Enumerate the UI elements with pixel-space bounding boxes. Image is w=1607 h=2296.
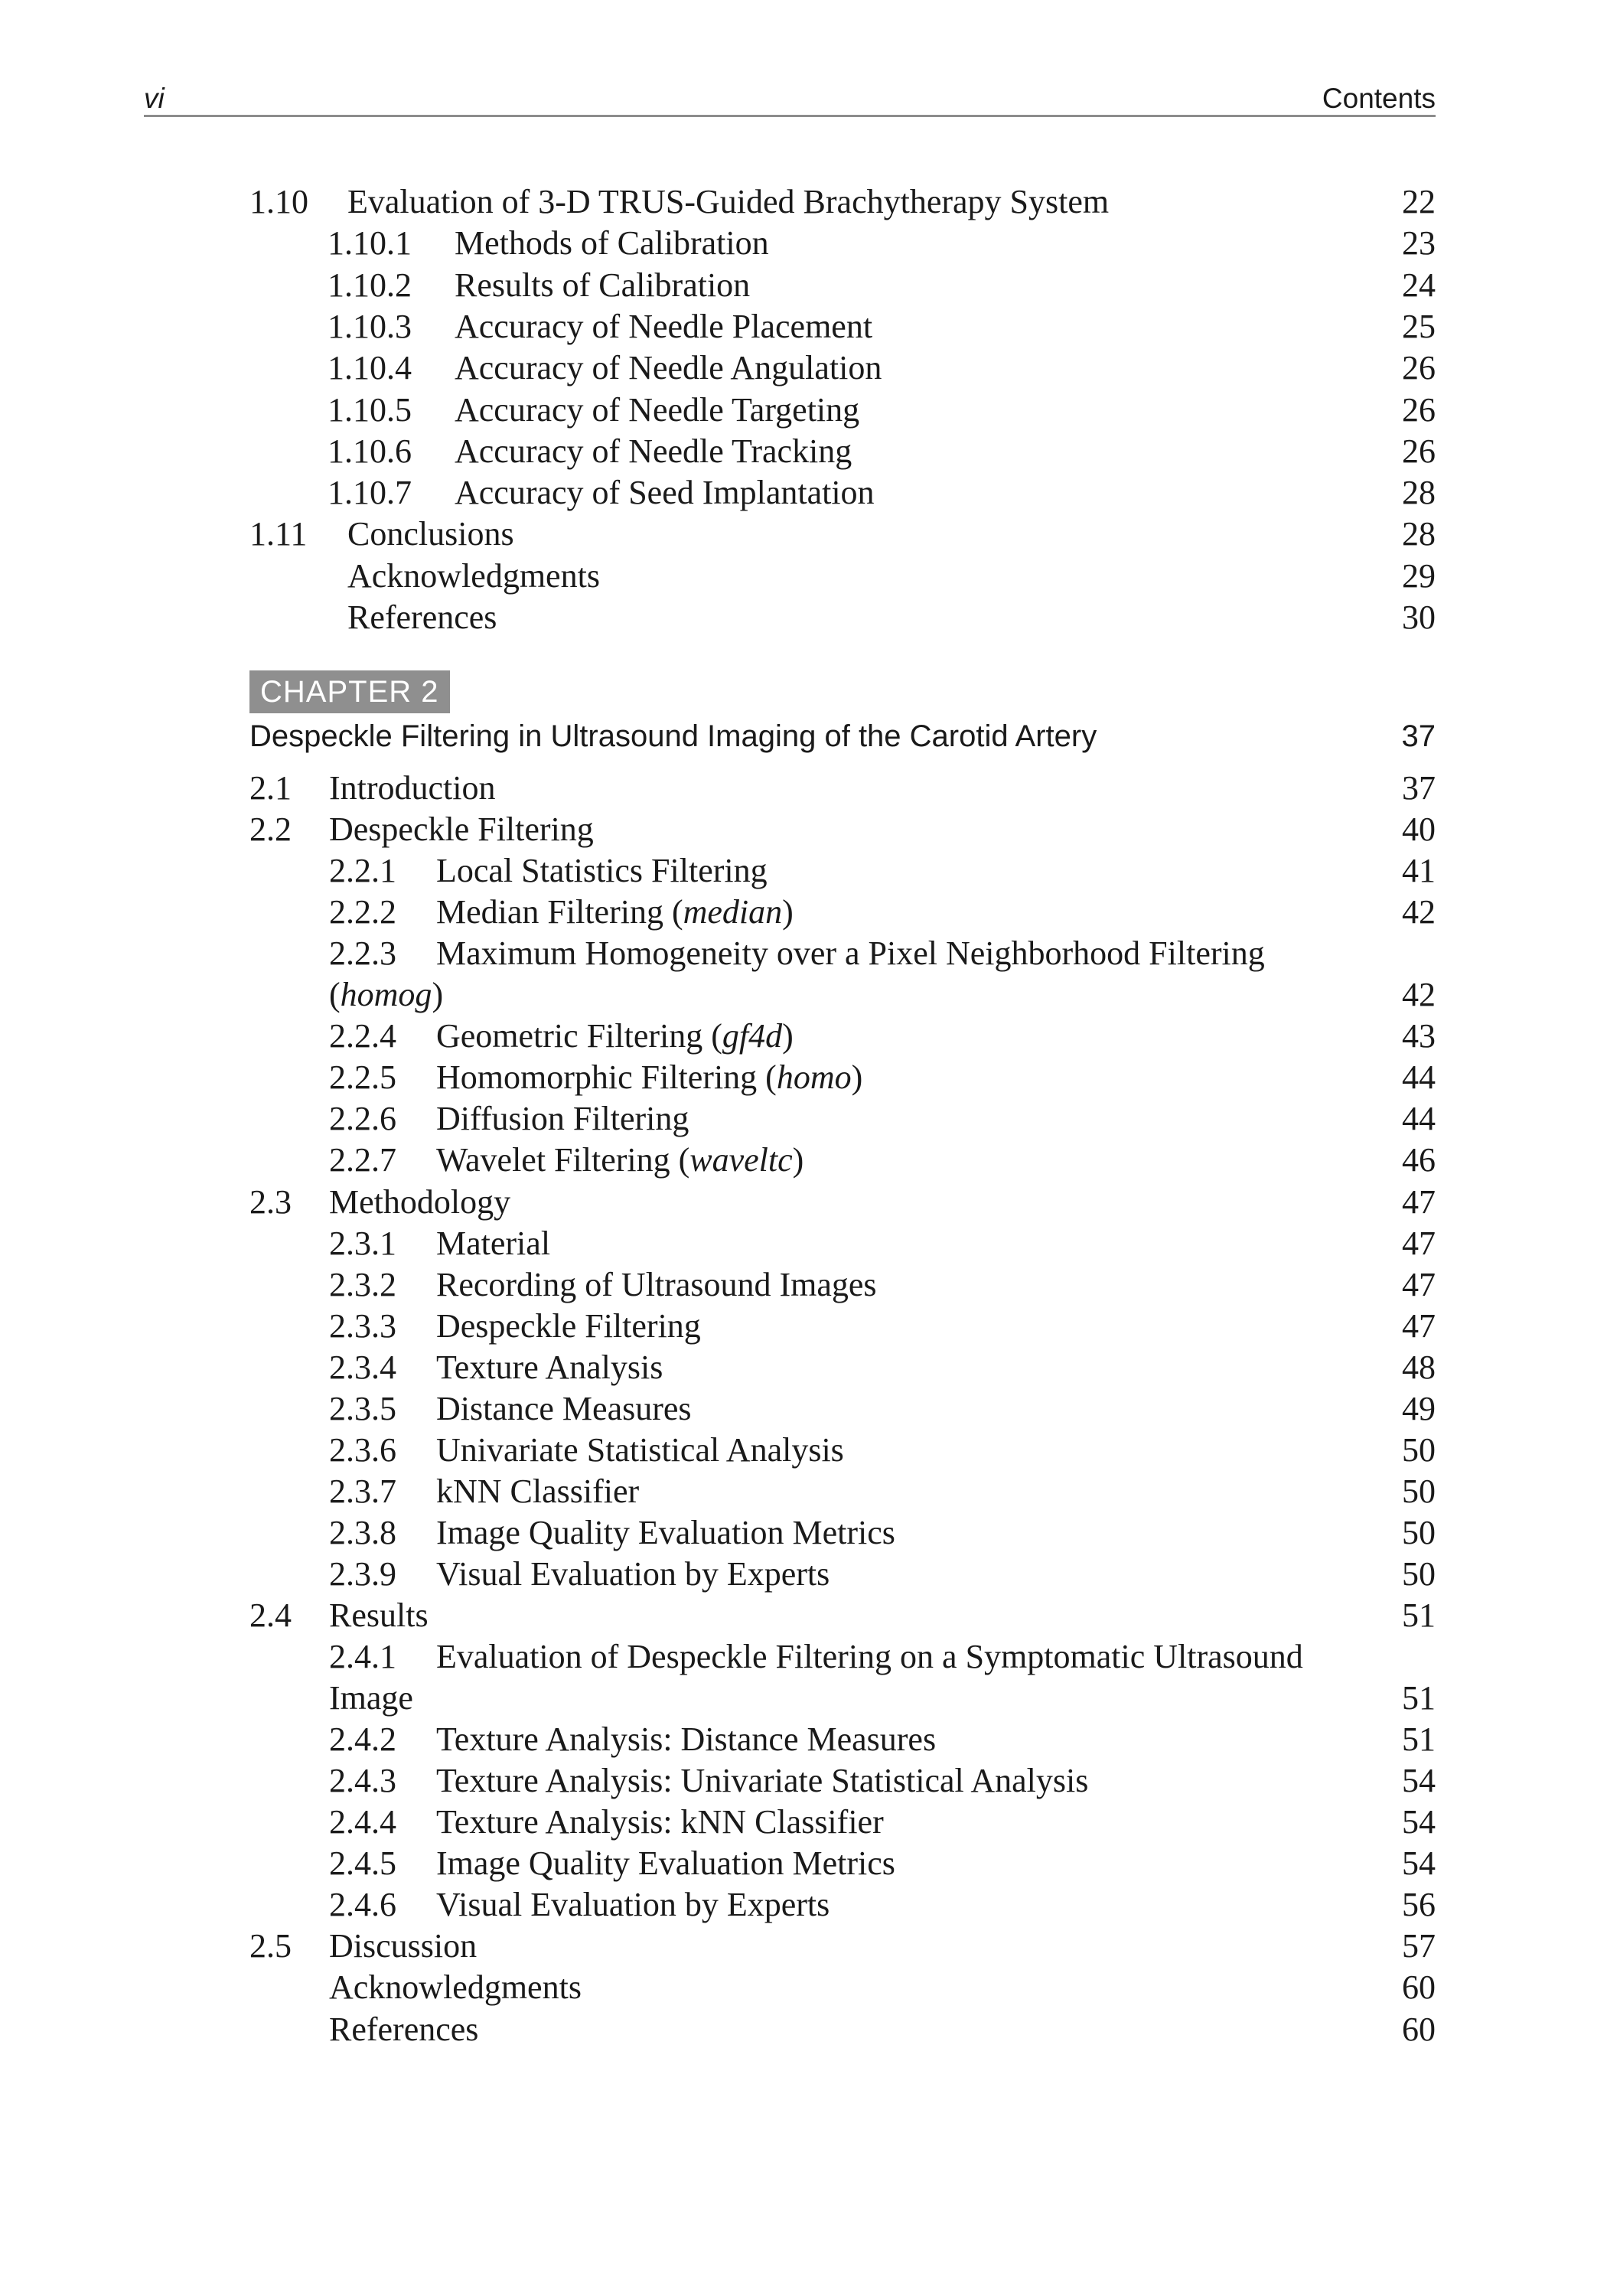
- toc-entry-title: [436, 1264, 877, 1306]
- toc-entry: [249, 1471, 1436, 1512]
- toc-entry-title-text: Material: [436, 1224, 551, 1262]
- toc-entry: [249, 974, 1436, 1016]
- toc-entry: [249, 1306, 1436, 1347]
- toc-entry-title: [436, 933, 1265, 974]
- toc-entry-title: [436, 1719, 936, 1760]
- toc-entry-title: [455, 347, 882, 389]
- toc-entry-number: 2.1: [249, 769, 292, 807]
- toc-entry-title: [455, 265, 750, 306]
- toc-entry-title-text: Discussion: [329, 1927, 478, 1965]
- toc-entry: [249, 1388, 1436, 1430]
- toc-entry-page-number: 50: [1402, 1554, 1436, 1593]
- toc-entry-page-number: 46: [1402, 1141, 1436, 1179]
- toc-entry-number: 2.3.3: [329, 1306, 396, 1345]
- toc-entry-number: 2.3.6: [329, 1430, 396, 1469]
- toc-entry-title-text: Introduction: [329, 769, 496, 807]
- chapter-title-row: [249, 715, 1436, 758]
- toc-entry: [249, 1554, 1436, 1595]
- toc-entry-page-number: 56: [1402, 1886, 1436, 1924]
- toc-entry-title-text: Despeckle Filtering: [329, 810, 594, 849]
- toc-entry-title-text: Geometric Filtering (: [436, 1017, 722, 1055]
- toc-entry: [249, 597, 1436, 638]
- toc-entry-title-text: (: [329, 976, 341, 1014]
- toc-entry-title: [329, 974, 443, 1016]
- toc-entry-title-text: Maximum Homogeneity over a Pixel Neighborhood Filtering: [436, 934, 1265, 973]
- toc-entry-number: 2.4.4: [329, 1803, 396, 1841]
- toc-entry-title-italic: waveltc: [689, 1141, 793, 1179]
- toc-entry-title: [347, 556, 600, 597]
- toc-entry-number: 1.10.6: [328, 432, 412, 470]
- toc-entry-title: [329, 809, 594, 850]
- toc-entry-title-italic: homo: [776, 1058, 852, 1097]
- toc-entry: [249, 1760, 1436, 1802]
- toc-entry-title: [455, 472, 875, 514]
- toc-entry-title-text: Accuracy of Needle Targeting: [455, 390, 860, 429]
- toc-entry-title-italic: gf4d: [722, 1017, 783, 1055]
- toc-entry-title-text: Univariate Statistical Analysis: [436, 1430, 844, 1469]
- toc-entry-title-italic: median: [683, 893, 783, 931]
- toc-entry-page-number: 50: [1402, 1513, 1436, 1551]
- toc-entry-title: [436, 1347, 663, 1388]
- toc-entry-number: 2.4.5: [329, 1844, 396, 1883]
- toc-entry-page-number: 47: [1402, 1306, 1436, 1345]
- toc-entry-title-text: References: [347, 598, 497, 636]
- toc-entry-title: [436, 1636, 1303, 1678]
- toc-entry-number: 1.10.3: [328, 307, 412, 345]
- toc-entry-title: [436, 1471, 639, 1512]
- toc-entry-number: 2.4.6: [329, 1886, 396, 1924]
- toc-entry-title: [347, 181, 1109, 223]
- toc-entry: [249, 556, 1436, 597]
- toc-entry-page-number: 50: [1402, 1472, 1436, 1510]
- toc-entry-title: [436, 1223, 550, 1264]
- toc-entry-title: [455, 390, 859, 431]
- toc-entry-page-number: 43: [1402, 1017, 1436, 1055]
- toc-entry-title: [455, 223, 769, 264]
- toc-entry-page-number: 23: [1402, 224, 1436, 263]
- toc-entry-number: 1.11: [249, 515, 308, 553]
- toc-entry-number: 2.2.3: [329, 934, 396, 973]
- toc-entry-title-text: Acknowledgments: [329, 1968, 582, 2007]
- toc-entry-title-suffix: ): [851, 1058, 863, 1097]
- toc-entry-number: 2.3.9: [329, 1554, 396, 1593]
- toc-entry-page-number: 26: [1402, 349, 1436, 387]
- toc-entry-title-text: kNN Classifier: [436, 1472, 640, 1510]
- toc-entry-title-text: Despeckle Filtering: [436, 1306, 701, 1345]
- toc-entry-page-number: 51: [1402, 1720, 1436, 1759]
- toc-entry-title-suffix: ): [432, 976, 444, 1014]
- toc-entry-title-text: Accuracy of Needle Placement: [455, 307, 873, 345]
- toc-entry-page-number: 22: [1402, 183, 1436, 220]
- toc-entry-title: [329, 1678, 413, 1719]
- toc-entry-page-number: 28: [1402, 515, 1436, 553]
- toc-entry-page-number: 51: [1402, 1596, 1436, 1634]
- toc-entry: [249, 2009, 1436, 2050]
- toc-entry-number: 1.10.5: [328, 390, 412, 429]
- running-title: Contents: [1322, 83, 1436, 114]
- toc-entry: [249, 1182, 1436, 1223]
- toc-entry-number: 2.2.7: [329, 1141, 396, 1179]
- toc-entry-title: [436, 1016, 794, 1057]
- toc-entry: [249, 1719, 1436, 1760]
- toc-entry-title-suffix: ): [782, 1017, 794, 1055]
- toc-entry-page-number: 40: [1402, 810, 1436, 849]
- toc-entry-title-text: Results: [329, 1596, 429, 1634]
- toc-entry-title-text: Results of Calibration: [455, 266, 751, 304]
- toc-entry-number: 2.5: [249, 1927, 292, 1965]
- toc-entry-title-text: Texture Analysis: Univariate Statistical Analysis: [436, 1762, 1089, 1800]
- toc-entry: [249, 390, 1436, 431]
- toc-entry-page-number: 29: [1402, 556, 1436, 595]
- toc-entry-page-number: 60: [1402, 1968, 1436, 2007]
- toc-entry-page-number: 25: [1402, 307, 1436, 345]
- toc-entry: [249, 1967, 1436, 2008]
- toc-entry: [249, 1884, 1436, 1926]
- toc-entry-title-text: Image: [329, 1679, 413, 1717]
- toc-entry: [249, 514, 1436, 555]
- toc-entry-title-text: Acknowledgments: [347, 556, 600, 595]
- toc-entry-number: 2.3.4: [329, 1348, 396, 1386]
- toc-entry-number: 1.10.7: [328, 474, 412, 512]
- toc-entry: [249, 850, 1436, 892]
- toc-entry-title-text: Image Quality Evaluation Metrics: [436, 1513, 895, 1551]
- toc-entry-number: 2.3.1: [329, 1224, 396, 1262]
- toc-entry-page-number: 44: [1402, 1100, 1436, 1138]
- toc-entry-number: 2.3.8: [329, 1513, 396, 1551]
- chapter-page-number: 37: [1401, 719, 1436, 753]
- toc-entry: [249, 892, 1436, 933]
- toc-entry-page-number: 30: [1402, 598, 1436, 636]
- toc-entry-title-text: Accuracy of Needle Tracking: [455, 432, 852, 470]
- toc-entry-number: 2.2.2: [329, 893, 396, 931]
- toc-entry: [249, 1595, 1436, 1636]
- toc-entry-number: 1.10.4: [328, 349, 412, 387]
- toc-entry-page-number: 49: [1402, 1389, 1436, 1427]
- toc-entry-title: [329, 1967, 582, 2008]
- toc-entry-title: [436, 1760, 1088, 1802]
- toc-entry: [249, 472, 1436, 514]
- toc-entry-title-suffix: ): [792, 1141, 804, 1179]
- toc-entry-number: 2.2.4: [329, 1017, 396, 1055]
- toc-entry-title: [329, 1595, 429, 1636]
- toc-entry: [249, 1512, 1436, 1554]
- toc-entry-title-text: Texture Analysis: kNN Classifier: [436, 1803, 884, 1841]
- toc-entry-number: 2.3.7: [329, 1472, 396, 1510]
- toc-entry-title-text: Texture Analysis: Distance Measures: [436, 1720, 937, 1759]
- toc-entry-number: 2.2.1: [329, 852, 396, 890]
- toc-entry-page-number: 47: [1402, 1224, 1436, 1262]
- toc-entry: [249, 1057, 1436, 1098]
- toc-entry: [249, 1430, 1436, 1471]
- toc-entry: [249, 1098, 1436, 1140]
- toc-entry: [249, 768, 1436, 809]
- toc-entry-number: 2.4.2: [329, 1720, 396, 1759]
- toc-entry-page-number: 54: [1402, 1803, 1436, 1841]
- toc-entry-page-number: 60: [1402, 2010, 1436, 2048]
- toc-entry-title: [347, 597, 497, 638]
- chapter-label: CHAPTER 2: [249, 670, 450, 713]
- toc-entry-page-number: 24: [1402, 266, 1436, 304]
- toc-entry-title: [436, 1306, 701, 1347]
- toc-entry-title: [329, 2009, 478, 2050]
- toc-entry: [249, 1347, 1436, 1388]
- toc-entry: [249, 1016, 1436, 1057]
- toc-entry-title: [436, 1802, 884, 1843]
- toc-entry: [249, 347, 1436, 389]
- toc-entry-page-number: 47: [1402, 1265, 1436, 1303]
- toc-entry: [249, 933, 1436, 974]
- toc-entry-number: 2.4.3: [329, 1762, 396, 1800]
- toc-entry-title: [436, 1057, 862, 1098]
- toc-entry-title-text: Evaluation of 3-D TRUS-Guided Brachytherapy System: [347, 183, 1110, 220]
- toc-entry-title-text: Recording of Ultrasound Images: [436, 1265, 877, 1303]
- toc-entry-page-number: 42: [1402, 976, 1436, 1014]
- toc-entry-page-number: 54: [1402, 1844, 1436, 1883]
- toc-entry-page-number: 51: [1402, 1679, 1436, 1717]
- toc-entry-title-text: Diffusion Filtering: [436, 1100, 689, 1138]
- toc-entry: [249, 1843, 1436, 1884]
- toc-entry-title-text: Distance Measures: [436, 1389, 692, 1427]
- toc-entry-number: 2.2.5: [329, 1058, 396, 1097]
- toc-entry-title: [329, 1926, 477, 1967]
- toc-entry-title: [455, 306, 872, 347]
- toc-entry-title-text: Accuracy of Seed Implantation: [455, 474, 875, 512]
- toc-entry-page-number: 26: [1402, 390, 1436, 429]
- toc-entry-title-suffix: ): [782, 893, 794, 931]
- toc-entry-page-number: 48: [1402, 1348, 1436, 1386]
- toc-entry-title: [436, 1388, 692, 1430]
- toc-entry-number: 2.4.1: [329, 1638, 396, 1676]
- chapter-title: Despeckle Filtering in Ultrasound Imaging of the Carotid Artery: [249, 719, 1097, 753]
- toc-entry-title-text: Wavelet Filtering (: [436, 1141, 690, 1179]
- toc-entry: [249, 1264, 1436, 1306]
- toc-entry-title: [436, 892, 794, 933]
- toc-entry-number: 1.10.1: [328, 224, 412, 263]
- toc-entry: [249, 1636, 1436, 1678]
- toc-entry-title: [436, 1884, 830, 1926]
- toc-entry-page-number: 44: [1402, 1058, 1436, 1097]
- toc-entry-number: 2.4: [249, 1596, 292, 1634]
- toc-entry-title-text: Accuracy of Needle Angulation: [455, 349, 882, 387]
- toc-entry-title: [436, 1843, 895, 1884]
- toc-entry-title-text: Methodology: [329, 1182, 511, 1221]
- toc-entry-title-text: Visual Evaluation by Experts: [436, 1554, 830, 1593]
- toc-entry-title-text: Methods of Calibration: [455, 224, 769, 263]
- toc-entry: [249, 809, 1436, 850]
- toc-entry-title-text: Image Quality Evaluation Metrics: [436, 1844, 895, 1883]
- toc-entry: [249, 181, 1436, 223]
- toc-entry: [249, 223, 1436, 264]
- toc-entry-title: [329, 768, 496, 809]
- running-head: [144, 81, 1436, 117]
- toc-entry-number: 2.2: [249, 810, 292, 849]
- toc-entry: [249, 1802, 1436, 1843]
- toc-entry: [249, 1140, 1436, 1181]
- toc-entry-title-text: References: [329, 2010, 479, 2048]
- toc-entry-number: 2.2.6: [329, 1100, 396, 1138]
- toc-entry-title-text: Visual Evaluation by Experts: [436, 1886, 830, 1924]
- toc-entry-number: 1.10: [249, 183, 308, 220]
- toc-entry-number: 1.10.2: [328, 266, 412, 304]
- toc-entry: [249, 1926, 1436, 1967]
- toc-entry-title-text: Median Filtering (: [436, 893, 683, 931]
- toc-entry-page-number: 41: [1402, 852, 1436, 890]
- toc-entry-page-number: 28: [1402, 474, 1436, 512]
- toc-entry-title-text: Evaluation of Despeckle Filtering on a Symptomatic Ultrasound: [436, 1638, 1303, 1676]
- page-folio: vi: [144, 83, 165, 114]
- toc-entry-title: [329, 1182, 510, 1223]
- toc-entry-title-text: Local Statistics Filtering: [436, 852, 768, 890]
- toc-entry-title: [436, 1430, 844, 1471]
- toc-entry-page-number: 57: [1402, 1927, 1436, 1965]
- toc-entry-number: 2.3.2: [329, 1265, 396, 1303]
- toc-entry-title-text: Conclusions: [347, 515, 514, 553]
- toc-entry-number: 2.3: [249, 1182, 292, 1221]
- toc-entry: [249, 1223, 1436, 1264]
- toc-entry-title: [455, 431, 852, 472]
- toc-entry: [249, 265, 1436, 306]
- toc-entry-page-number: 50: [1402, 1430, 1436, 1469]
- toc-entry-page-number: 42: [1402, 893, 1436, 931]
- toc-entry: [249, 1678, 1436, 1719]
- toc-entry-page-number: 37: [1402, 769, 1436, 807]
- toc-entry-title-text: Homomorphic Filtering (: [436, 1058, 777, 1097]
- toc-entry-title-text: Texture Analysis: [436, 1348, 663, 1386]
- toc-entry-page-number: 26: [1402, 432, 1436, 470]
- toc-entry-page-number: 47: [1402, 1182, 1436, 1221]
- toc-entry-page-number: 54: [1402, 1762, 1436, 1800]
- toc-entry-title: [436, 1554, 830, 1595]
- toc-entry-title: [436, 850, 768, 892]
- toc-entry: [249, 431, 1436, 472]
- toc-entry-number: 2.3.5: [329, 1389, 396, 1427]
- toc-entry-title: [436, 1140, 804, 1181]
- toc-entry-title: [436, 1512, 895, 1554]
- toc-entry: [249, 306, 1436, 347]
- toc-entry-title: [436, 1098, 689, 1140]
- toc-entry-title-italic: homog: [340, 976, 432, 1014]
- toc-entry-title: [347, 514, 514, 555]
